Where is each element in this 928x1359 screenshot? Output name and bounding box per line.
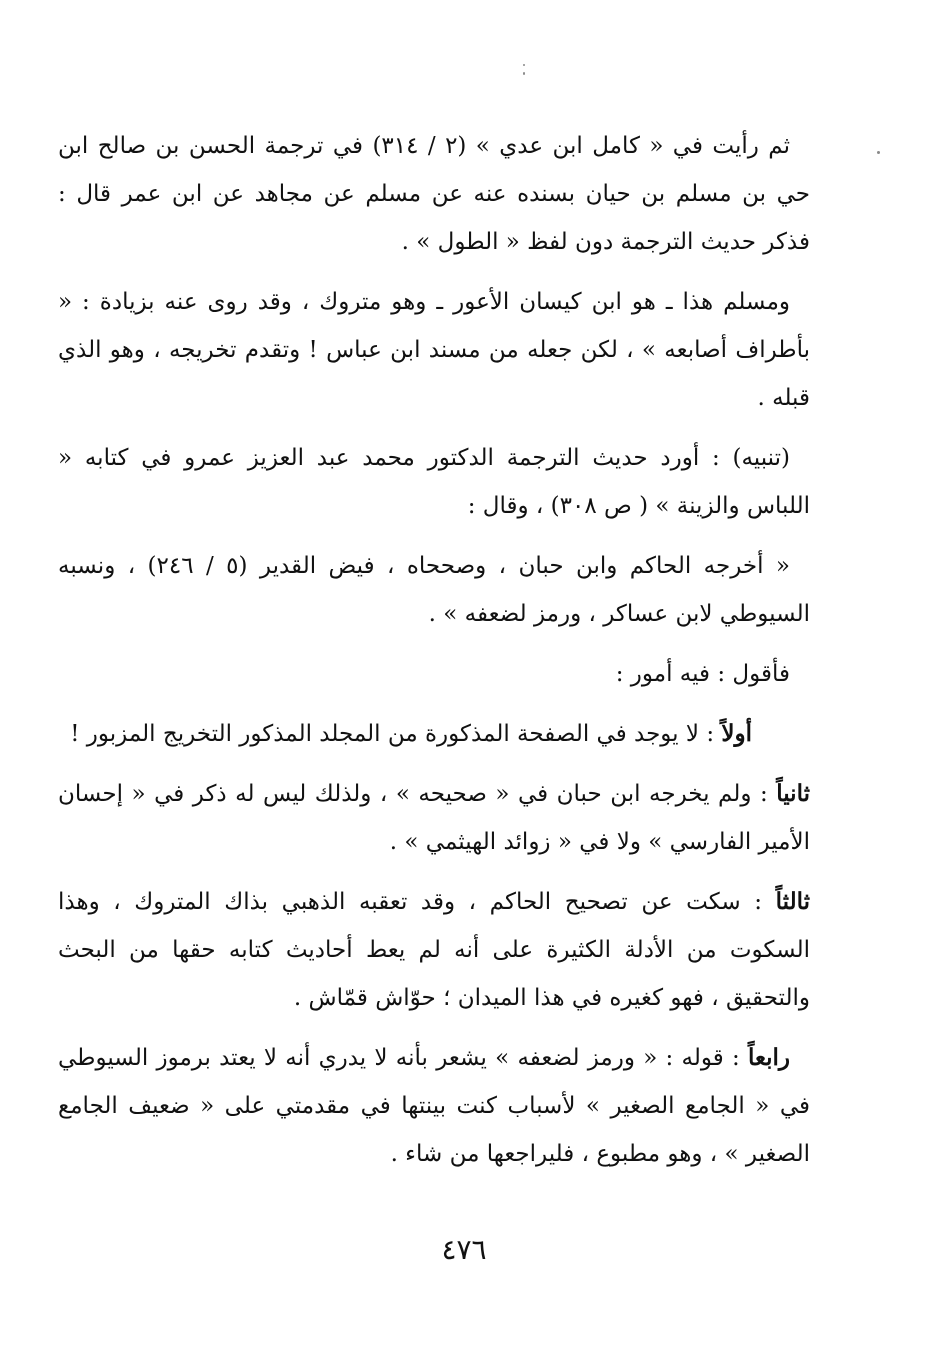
paragraph-second [58, 770, 810, 866]
page-number: ٤٧٦ [441, 1233, 487, 1266]
paragraph-text: « أخرجه الحاكم وابن حبان ، وصححاه ، فيض القدير (٥ / ٢٤٦) ، ونسبه السيوطي لابن عساكر ، ورمز لضعفه » . [58, 553, 810, 627]
scan-speck [523, 72, 525, 75]
paragraph-i-say [58, 650, 810, 698]
paragraph-text: : قوله : « ورمز لضعفه » يشعر بأنه لا يدري أنه لا يعتد برموز السيوطي في « الجامع الصغير » لأسباب كنت بينتها في مقدمتي على « ضعيف الجامع الصغير » ، وهو مطبوع ، فليراجعها من شاء . [58, 1045, 810, 1167]
paragraph-note [58, 434, 810, 530]
paragraph-text: (تنبيه) : أورد حديث الترجمة الدكتور محمد عبد العزيز عمرو في كتابه « اللباس والزينة » ( ص ٣٠٨) ، وقال : [58, 445, 810, 519]
paragraph-text: ومسلم هذا ـ هو ابن كيسان الأعور ـ وهو متروك ، وقد روى عنه بزيادة : « بأطراف أصابعه » ، لكن جعله من مسند ابن عباس ! وتقدم تخريجه ، وهو الذي قبله . [58, 289, 810, 411]
paragraph-third [58, 878, 810, 1022]
paragraph-muslim [58, 278, 810, 422]
scan-speck [523, 64, 525, 66]
paragraph-first [58, 710, 810, 758]
scan-speck [877, 151, 880, 154]
paragraph-lead: أولاً [721, 720, 752, 747]
paragraph-text: : سكت عن تصحيح الحاكم ، وقد تعقبه الذهبي بذاك المتروك ، وهذا السكوت من الأدلة الكثيرة على أنه لم يعط أحاديث كتابه حقها من البحث والتحقيق ، فهو كغيره في هذا الميدان ؛ حوّاش قمّاش . [58, 889, 810, 1011]
paragraph-lead: رابعاً [747, 1044, 790, 1071]
paragraph-ibn-adi [58, 122, 810, 266]
paragraph-text: : ولم يخرجه ابن حبان في « صحيحه » ، ولذلك ليس له ذكر في « إحسان الأمير الفارسي » ولا في « زوائد الهيثمي » . [58, 781, 810, 855]
paragraph-quote [58, 542, 810, 638]
paragraph-lead: ثانياً [776, 780, 810, 807]
paragraph-text: : لا يوجد في الصفحة المذكورة من المجلد المذكور التخريج المزبور ! [70, 721, 722, 747]
paragraph-text: ثم رأيت في « كامل ابن عدي » (٢ / ٣١٤) في ترجمة الحسن بن صالح ابن حي بن مسلم بن حيان بسنده عنه عن مسلم عن مجاهد عن ابن عمر قال : فذكر حديث الترجمة دون لفظ « الطول » . [58, 133, 810, 255]
paragraph-fourth [58, 1034, 810, 1178]
paragraph-lead: ثالثاً [775, 888, 810, 915]
paragraph-text: فأقول : فيه أمور : [615, 661, 790, 687]
page-body [58, 122, 810, 1190]
